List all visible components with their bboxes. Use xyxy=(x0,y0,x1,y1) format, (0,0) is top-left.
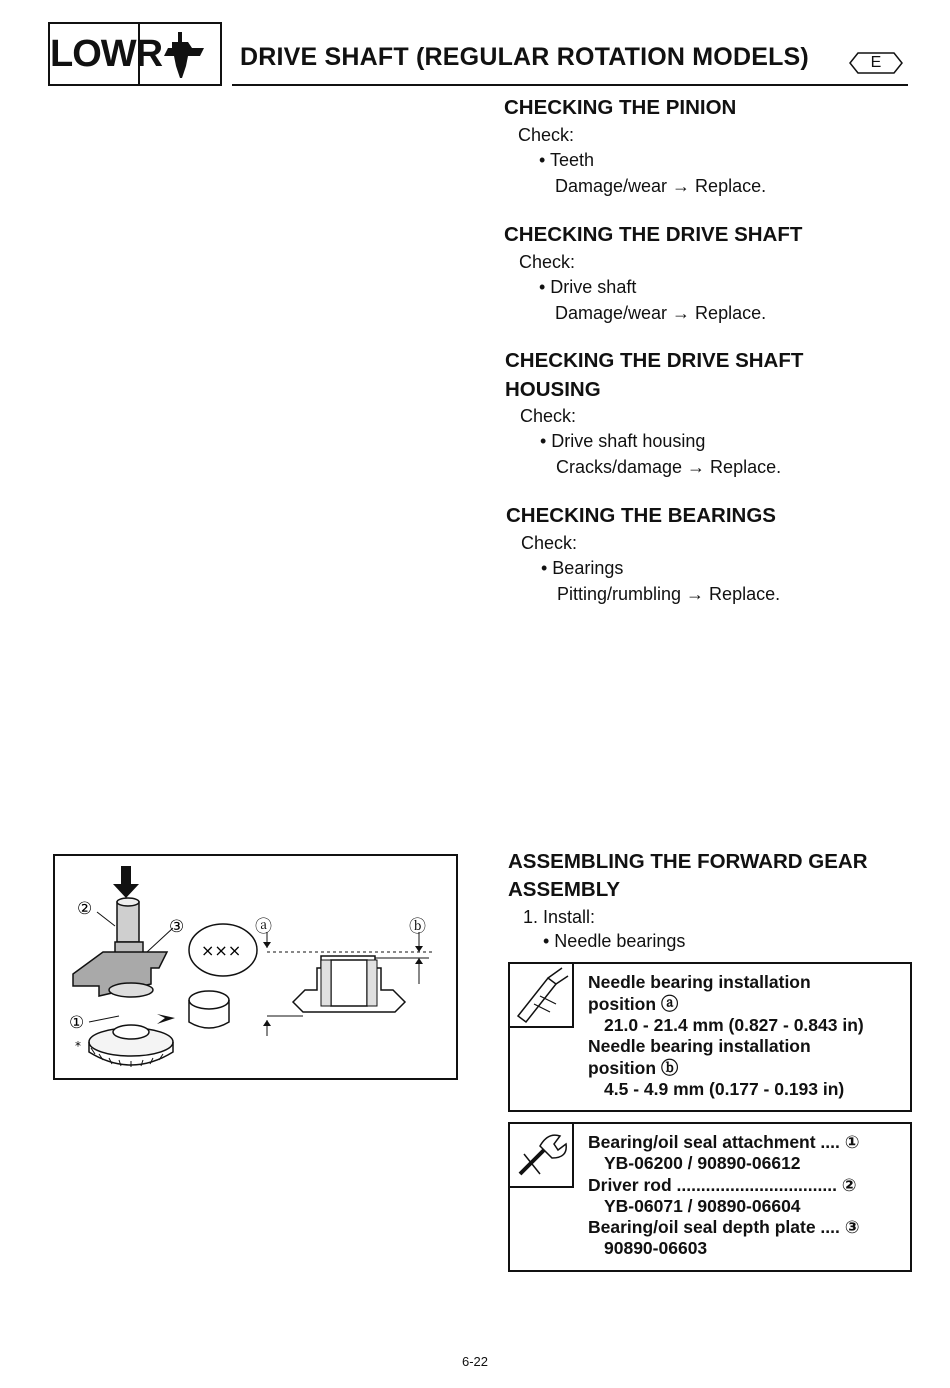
tool-3-part: 90890-06603 xyxy=(604,1238,708,1258)
tool-2-part: YB-06071 / 90890-06604 xyxy=(604,1196,801,1216)
callout-3: ③ xyxy=(169,917,185,937)
check-label: Check: xyxy=(521,533,578,553)
spec-value-b: 4.5 - 4.9 mm (0.177 - 0.193 in) xyxy=(604,1079,845,1099)
spec-position-b: position ⓑ xyxy=(588,1058,679,1078)
header-rule xyxy=(232,84,908,86)
spec-position-a: position ⓐ xyxy=(588,994,679,1014)
section-tab-label: LOWR xyxy=(50,24,140,84)
check-action: Damage/wear → Replace. xyxy=(555,176,767,196)
check-label: Check: xyxy=(518,125,575,145)
tool-1-name: Bearing/oil seal attachment .... ① xyxy=(588,1132,860,1152)
section-tab xyxy=(48,22,222,86)
check-item: • Drive shaft xyxy=(539,277,637,297)
needle-bearing xyxy=(189,991,229,1009)
check-label: Check: xyxy=(519,252,576,272)
callout-a: ⓐ xyxy=(255,917,272,937)
section-heading-bearings: CHECKING THE BEARINGS xyxy=(506,504,776,527)
bubble-text: ××× xyxy=(201,941,242,960)
assembly-heading-line1: ASSEMBLING THE FORWARD GEAR xyxy=(508,850,868,873)
lower-unit-icon xyxy=(142,26,220,82)
callout-2: ② xyxy=(77,899,93,919)
install-item: • Needle bearings xyxy=(543,931,686,951)
forward-gear-drawing xyxy=(55,856,456,1078)
tool-1-part: YB-06200 / 90890-06612 xyxy=(604,1153,801,1173)
section-heading-housing-line2: HOUSING xyxy=(505,378,601,401)
language-badge-label: E xyxy=(870,54,882,71)
callout-b: ⓑ xyxy=(409,917,426,937)
page-title: DRIVE SHAFT (REGULAR ROTATION MODELS) xyxy=(240,43,809,71)
check-action: Damage/wear → Replace. xyxy=(555,303,767,323)
special-tool-icon xyxy=(508,1122,574,1188)
tool-2-name: Driver rod ................................. ② xyxy=(588,1175,857,1195)
check-action: Cracks/damage → Replace. xyxy=(556,457,782,477)
spec-value-a: 21.0 - 21.4 mm (0.827 - 0.843 in) xyxy=(604,1015,864,1035)
tool-3-name: Bearing/oil seal depth plate .... ③ xyxy=(588,1217,860,1237)
section-heading-drive-shaft: CHECKING THE DRIVE SHAFT xyxy=(504,223,803,246)
section-heading-housing-line1: CHECKING THE DRIVE SHAFT xyxy=(505,349,804,372)
spec-label-a: Needle bearing installation xyxy=(588,972,811,992)
assembly-illustration xyxy=(53,854,458,1080)
check-label: Check: xyxy=(520,406,577,426)
tools-box xyxy=(508,1122,912,1272)
spec-label-b: Needle bearing installation xyxy=(588,1036,811,1056)
assembly-heading-line2: ASSEMBLY xyxy=(508,878,621,901)
language-badge xyxy=(848,51,904,75)
caliper-icon xyxy=(508,962,574,1028)
press-arrow-icon xyxy=(113,866,139,898)
callout-asterisk: * xyxy=(75,1039,81,1053)
section-heading-pinion: CHECKING THE PINION xyxy=(504,96,737,119)
check-item: • Bearings xyxy=(541,558,624,578)
check-item: • Drive shaft housing xyxy=(540,431,706,451)
driver-rod xyxy=(117,902,139,942)
check-item: • Teeth xyxy=(539,150,595,170)
check-action: Pitting/rumbling → Replace. xyxy=(557,584,781,604)
spec-box-needle-bearing xyxy=(508,962,912,1112)
callout-1: ① xyxy=(69,1013,85,1033)
page-number: 6-22 xyxy=(461,1354,489,1369)
install-step: 1. Install: xyxy=(523,907,596,927)
